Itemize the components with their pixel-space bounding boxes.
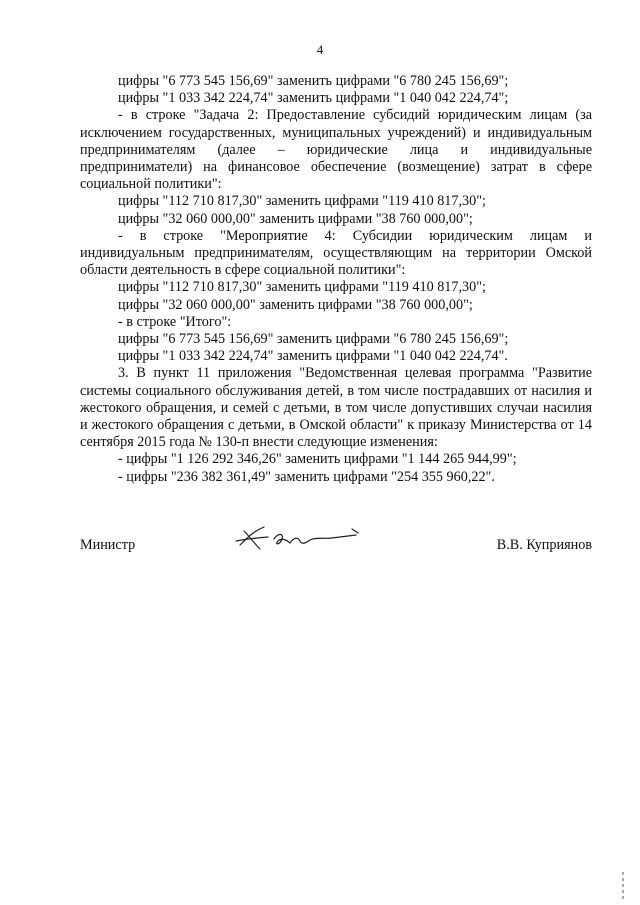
paragraph: - в строке "Итого": — [118, 313, 232, 330]
paragraph: цифры "32 060 000,00" заменить цифрами "38 760 000,00"; — [118, 296, 473, 313]
signatory-title: Министр — [80, 537, 136, 553]
paragraph: - в строке "Задача 2: Предоставление субсидий юридическим лицам (за исключением государственных, муниципальных учреждений) и индивидуальным предпринимателям (далее – юридические лица и индивидуальные предприниматели) на финансовое обеспечение (возмещение) затрат в сфере социальной политики": — [80, 107, 592, 193]
paragraph: - в строке "Мероприятие 4: Субсидии юридическим лицам и индивидуальным предпринимателям, осуществляющим на территории Омской области деятельность в сфере социальной политики": — [80, 227, 592, 279]
paragraph: цифры "112 710 817,30" заменить цифрами "119 410 817,30"; — [118, 279, 486, 296]
document-body — [80, 73, 592, 486]
handwritten-signature — [234, 523, 374, 557]
paragraph: цифры "6 773 545 156,69" заменить цифрами "6 780 245 156,69"; — [118, 73, 509, 89]
signatory-name: В.В. Куприянов — [496, 537, 592, 553]
page-number: 4 — [316, 42, 324, 57]
paragraph: - цифры "1 126 292 346,26" заменить цифрами "1 144 265 944,99"; — [118, 451, 517, 468]
scan-edge-mark — [618, 872, 628, 902]
paragraph: - цифры "236 382 361,49" заменить цифрами "254 355 960,22". — [118, 468, 495, 485]
signature-block — [80, 523, 592, 563]
paragraph: 3. В пункт 11 приложения "Ведомственная целевая программа "Развитие системы социального обслуживания детей, в том числе пострадавших от насилия и жестокого обращения, и семей с детьми, в том числе допустивших случаи насилия и жестокого обращения с детьми, в Омской области" к приказу Министерства от 14 сентября 2015 года № 130-п внести следующие изменения: — [80, 365, 592, 451]
paragraph: цифры "32 060 000,00" заменить цифрами "38 760 000,00"; — [118, 210, 473, 227]
paragraph: цифры "112 710 817,30" заменить цифрами "119 410 817,30"; — [118, 193, 486, 210]
paragraph: цифры "1 033 342 224,74" заменить цифрами "1 040 042 224,74". — [118, 348, 508, 365]
paragraph: цифры "6 773 545 156,69" заменить цифрами "6 780 245 156,69"; — [118, 331, 509, 348]
paragraph: цифры "1 033 342 224,74" заменить цифрами "1 040 042 224,74"; — [118, 90, 509, 107]
